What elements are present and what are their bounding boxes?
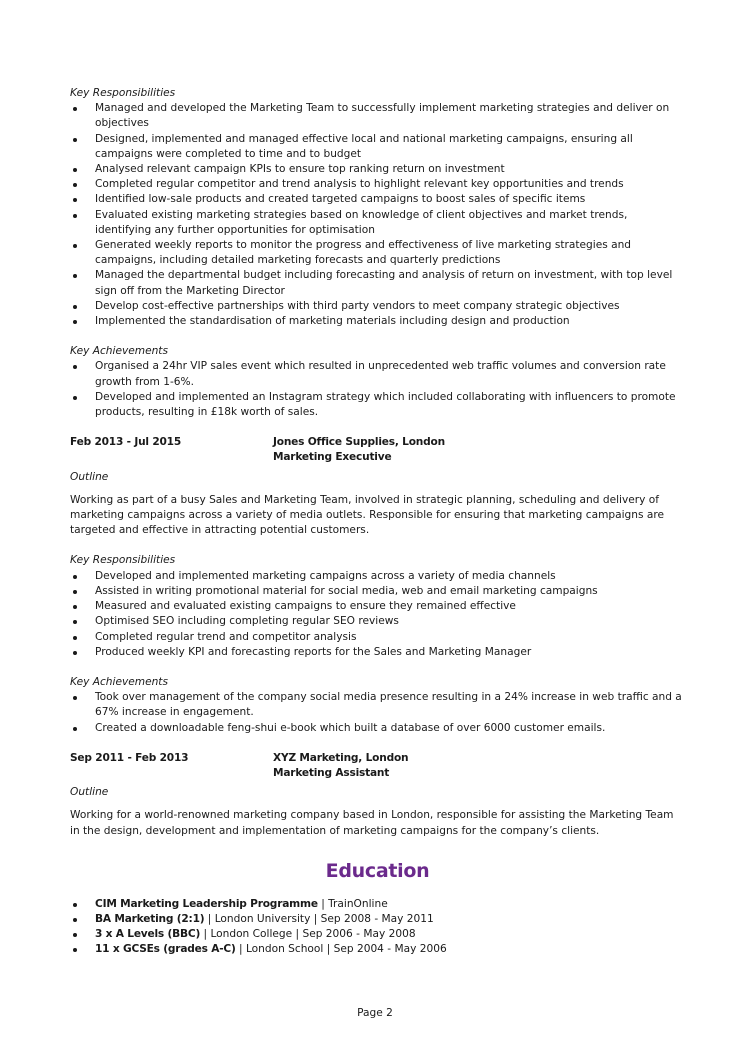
list-item: Develop cost-effective partnerships with third party vendors to meet company strategic objectives	[70, 299, 685, 314]
job1-achievements-list	[70, 359, 685, 420]
list-item: Produced weekly KPI and forecasting reports for the Sales and Marketing Manager	[70, 645, 685, 660]
job1-achievements-label: Key Achievements	[70, 345, 168, 358]
list-item: Evaluated existing marketing strategies based on knowledge of client objectives and market trends, identifying any further opportunities for optimisation	[70, 208, 685, 238]
spacer	[70, 800, 685, 808]
list-item: Developed and implemented marketing campaigns across a variety of media channels	[70, 569, 685, 584]
list-item: Organised a 24hr VIP sales event which resulted in unprecedented web traffic volumes and conversion rate growth from 1-6%.	[70, 359, 685, 389]
list-item	[70, 897, 685, 912]
job2-responsibilities-list	[70, 569, 685, 660]
education-name: BA Marketing (2:1)	[95, 912, 205, 925]
list-item: Implemented the standardisation of marketing materials including design and production	[70, 314, 685, 329]
spacer	[70, 839, 685, 859]
education-detail: | London University | Sep 2008 - May 2011	[204, 912, 434, 925]
list-item: Completed regular competitor and trend analysis to highlight relevant key opportunities and trends	[70, 177, 685, 192]
job1-responsibilities-list	[70, 101, 685, 329]
resume-content	[70, 86, 685, 958]
job2-achievements-list	[70, 690, 685, 736]
job3-outline: Working for a world-renowned marketing company based in London, responsible for assisting the Marketing Team in the design, development and implementation of marketing campaigns for the company’s clients.	[70, 809, 674, 837]
job2-company: Jones Office Supplies, London	[273, 436, 445, 449]
job3-outline-label: Outline	[70, 786, 109, 799]
job2-header	[70, 435, 685, 465]
page-number: Page 2	[357, 1007, 393, 1019]
list-item: Identified low-sale products and created targeted campaigns to boost sales of specific items	[70, 192, 685, 207]
spacer	[70, 538, 685, 553]
job3-info	[273, 751, 408, 781]
list-item: Optimised SEO including completing regular SEO reviews	[70, 614, 685, 629]
list-item: Measured and evaluated existing campaigns to ensure they remained effective	[70, 599, 685, 614]
list-item	[70, 912, 685, 927]
list-item: Took over management of the company social media presence resulting in a 24% increase in web traffic and a 67% increase in engagement.	[70, 690, 685, 720]
list-item: Developed and implemented an Instagram strategy which included collaborating with influencers to promote products, resulting in £18k worth of sales.	[70, 390, 685, 420]
job2-responsibilities-label: Key Responsibilities	[70, 554, 176, 567]
list-item: Analysed relevant campaign KPIs to ensure top ranking return on investment	[70, 162, 685, 177]
job2-dates: Feb 2013 - Jul 2015	[70, 436, 182, 449]
list-item: Managed and developed the Marketing Team to successfully implement marketing strategies and deliver on objectives	[70, 101, 685, 131]
list-item: Assisted in writing promotional material for social media, web and email marketing campaigns	[70, 584, 685, 599]
job3-title: Marketing Assistant	[273, 766, 390, 779]
spacer	[70, 420, 685, 435]
list-item	[70, 927, 685, 942]
job1-responsibilities-label: Key Responsibilities	[70, 87, 176, 99]
job3-company: XYZ Marketing, London	[273, 751, 409, 764]
list-item: Generated weekly reports to monitor the progress and effectiveness of live marketing strategies and campaigns, including detailed marketing forecasts and quarterly predictions	[70, 238, 685, 268]
job2-title: Marketing Executive	[273, 451, 392, 464]
spacer	[70, 660, 685, 675]
spacer	[70, 883, 685, 897]
list-item: Completed regular trend and competitor analysis	[70, 630, 685, 645]
education-name: 3 x A Levels (BBC)	[95, 928, 201, 941]
spacer	[70, 329, 685, 344]
job2-outline: Working as part of a busy Sales and Marketing Team, involved in strategic planning, scheduling and delivery of marketing campaigns across a variety of media outlets. Responsible for ensuring that marketing campaigns are targeted and effective in attracting potential customers.	[70, 493, 665, 537]
spacer	[70, 485, 685, 493]
job3-header	[70, 751, 685, 781]
list-item: Managed the departmental budget including forecasting and analysis of return on investment, with top level sign off from the Marketing Director	[70, 268, 685, 298]
education-detail: | London School | Sep 2004 - May 2006	[235, 943, 447, 956]
education-heading: Education	[325, 859, 430, 882]
job2-info	[273, 435, 445, 465]
job2-achievements-label: Key Achievements	[70, 675, 168, 688]
list-item	[70, 942, 685, 957]
job3-dates: Sep 2011 - Feb 2013	[70, 751, 189, 764]
education-name: 11 x GCSEs (grades A-C)	[95, 943, 236, 956]
education-list	[70, 897, 685, 958]
list-item: Designed, implemented and managed effective local and national marketing campaigns, ensuring all campaigns were completed to time and to budget	[70, 132, 685, 162]
spacer	[70, 736, 685, 751]
list-item: Created a downloadable feng-shui e-book which built a database of over 6000 customer emails.	[70, 721, 685, 736]
education-name: CIM Marketing Leadership Programme	[95, 897, 318, 910]
education-detail: | TrainOnline	[317, 897, 388, 910]
job2-outline-label: Outline	[70, 470, 109, 483]
education-detail: | London College | Sep 2006 - May 2008	[200, 928, 416, 941]
